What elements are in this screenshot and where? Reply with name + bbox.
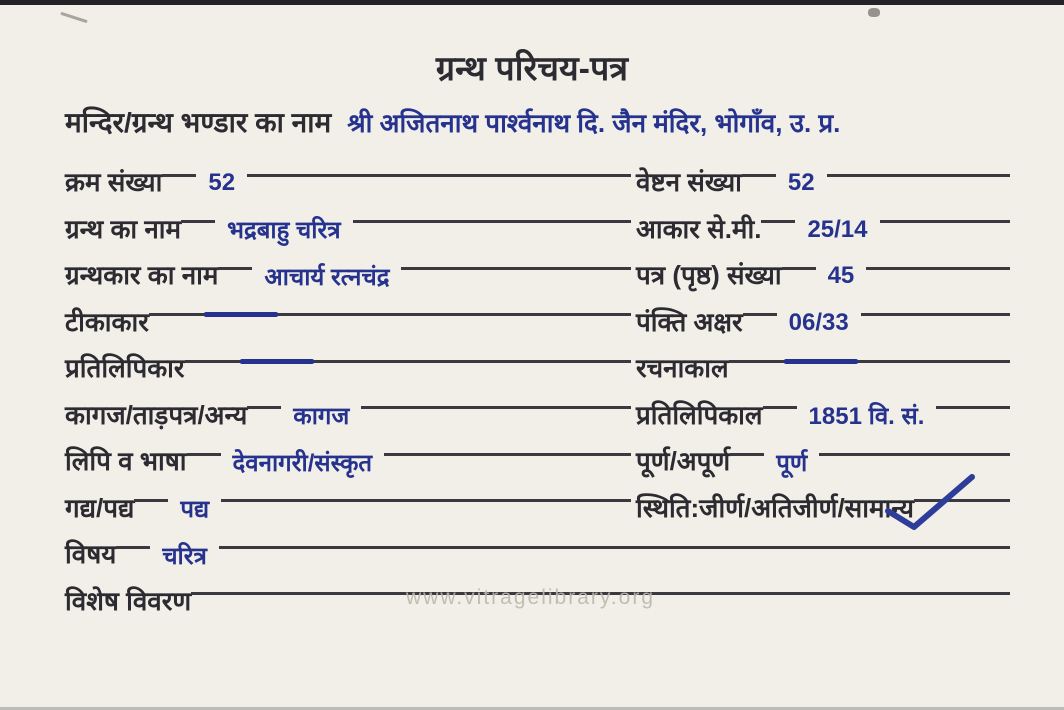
form-line <box>181 220 215 223</box>
field-value: चरित्र <box>162 542 207 570</box>
form-line <box>617 406 631 409</box>
field-label: रचनाकाल <box>636 353 729 384</box>
form-line <box>185 360 617 363</box>
repository-name-row <box>65 103 1010 141</box>
form-row-5 <box>65 344 1010 391</box>
form-line <box>353 220 617 223</box>
repository-name-value: श्री अजितनाथ पार्श्वनाथ दि. जैन मंदिर, भोगाँव, उ. प्र. <box>347 108 841 138</box>
form-line <box>617 360 631 363</box>
form-line <box>761 220 795 223</box>
field-value: 1851 वि. सं. <box>808 403 925 431</box>
form-line <box>617 267 631 270</box>
field-label: प्रतिलिपिकाल <box>636 399 763 430</box>
field-label: प्रतिलिपिकार <box>65 353 185 384</box>
field-label: स्थिति:जीर्ण/अतिजीर्ण/सामान्य <box>636 492 915 523</box>
form-line <box>763 406 797 409</box>
field-left-0 <box>65 163 617 199</box>
field-value: 52 <box>787 169 815 197</box>
field-label: विशेष विवरण <box>65 585 192 616</box>
field-value: पूर्ण <box>776 449 808 477</box>
form-line <box>617 313 631 316</box>
form-line <box>617 220 631 223</box>
field-right-5 <box>617 396 1010 432</box>
blank-entry-dash <box>240 359 314 364</box>
form-line <box>218 267 252 270</box>
form-line <box>221 499 617 502</box>
form-line <box>617 499 631 502</box>
field-label: गद्य/पद्य <box>65 492 135 523</box>
form-line <box>162 174 196 177</box>
form-line <box>219 546 1010 549</box>
field-value: भद्रबाहु चरित्र <box>227 217 341 245</box>
field-label: वेष्टन संख्या <box>636 167 742 198</box>
field-left-6 <box>65 442 617 478</box>
blank-entry-dash <box>784 359 858 364</box>
form-line <box>743 313 777 316</box>
field-left-1 <box>65 210 617 246</box>
form-line <box>861 313 1010 316</box>
field-left-5 <box>65 396 617 432</box>
field-value: कागज <box>293 403 350 431</box>
form-row-9 <box>65 530 1010 577</box>
watermark-text: www.vitragelibrary.org <box>406 586 656 609</box>
field-label: ग्रन्थकार का नाम <box>65 260 219 291</box>
field-value: पद्य <box>180 496 210 524</box>
form-line <box>384 453 617 456</box>
form-line <box>617 453 631 456</box>
page-title: ग्रन्थ परिचय-पत्र <box>435 50 629 88</box>
form-line <box>729 360 1010 363</box>
form-line <box>742 174 776 177</box>
form-line <box>149 313 617 316</box>
field-label: ग्रन्थ का नाम <box>65 213 182 244</box>
form-row-6 <box>65 391 1010 438</box>
field-left-3 <box>65 303 617 339</box>
scan-edge-top <box>0 0 1064 5</box>
field-value: 25/14 <box>807 215 868 243</box>
form-line <box>880 220 1011 223</box>
form-line <box>187 453 221 456</box>
form-row-2 <box>65 205 1010 252</box>
form-row-3 <box>65 251 1010 298</box>
field-label: पंक्ति अक्षर <box>636 306 743 337</box>
form-line <box>936 406 1010 409</box>
field-value: आचार्य रत्नचंद्र <box>264 263 390 291</box>
field-value: 45 <box>827 262 855 290</box>
field-label: पूर्ण/अपूर्ण <box>636 446 731 477</box>
form-rows <box>65 158 1010 623</box>
field-label: विषय <box>65 539 117 570</box>
field-label: क्रम संख्या <box>65 167 163 198</box>
field-label: पत्र (पृष्ठ) संख्या <box>636 260 782 291</box>
checkmark-icon <box>880 471 980 533</box>
form-line <box>730 453 764 456</box>
field-value: 06/33 <box>788 308 849 336</box>
form-line <box>866 267 1010 270</box>
scan-speck-artifact <box>868 8 880 17</box>
scan-scratch-artifact <box>60 12 88 24</box>
field-right-7 <box>617 489 1010 525</box>
field-right-0 <box>617 163 1010 199</box>
form-line <box>401 267 617 270</box>
field-left-2 <box>65 256 617 292</box>
form-row-1 <box>65 158 1010 205</box>
field-right-2 <box>617 256 1010 292</box>
form-line <box>782 267 816 270</box>
form-line <box>819 453 1010 456</box>
field-value: देवनागरी/संस्कृत <box>232 449 373 477</box>
form-line <box>361 406 617 409</box>
form-line <box>247 174 617 177</box>
field-value: 52 <box>208 169 236 197</box>
field-label: टीकाकार <box>65 306 149 337</box>
form-line <box>827 174 1010 177</box>
form-row-7 <box>65 437 1010 484</box>
field-left-4 <box>65 349 617 385</box>
form-line <box>116 546 150 549</box>
field-right-3 <box>617 303 1010 339</box>
repository-name-label: मन्दिर/ग्रन्थ भण्डार का नाम <box>65 107 332 138</box>
form-line <box>134 499 168 502</box>
form-row-4 <box>65 298 1010 345</box>
form-line <box>617 174 631 177</box>
field-left-7 <box>65 489 617 525</box>
field-label: लिपि व भाषा <box>65 446 187 477</box>
field-label: आकार से.मी. <box>636 213 762 244</box>
form-row-8 <box>65 484 1010 531</box>
field-right-4 <box>617 349 1010 385</box>
blank-entry-dash <box>204 312 278 317</box>
field-label: कागज/ताड़पत्र/अन्य <box>65 399 248 430</box>
field-left-8 <box>65 535 1010 571</box>
field-right-1 <box>617 210 1010 246</box>
form-line <box>247 406 281 409</box>
